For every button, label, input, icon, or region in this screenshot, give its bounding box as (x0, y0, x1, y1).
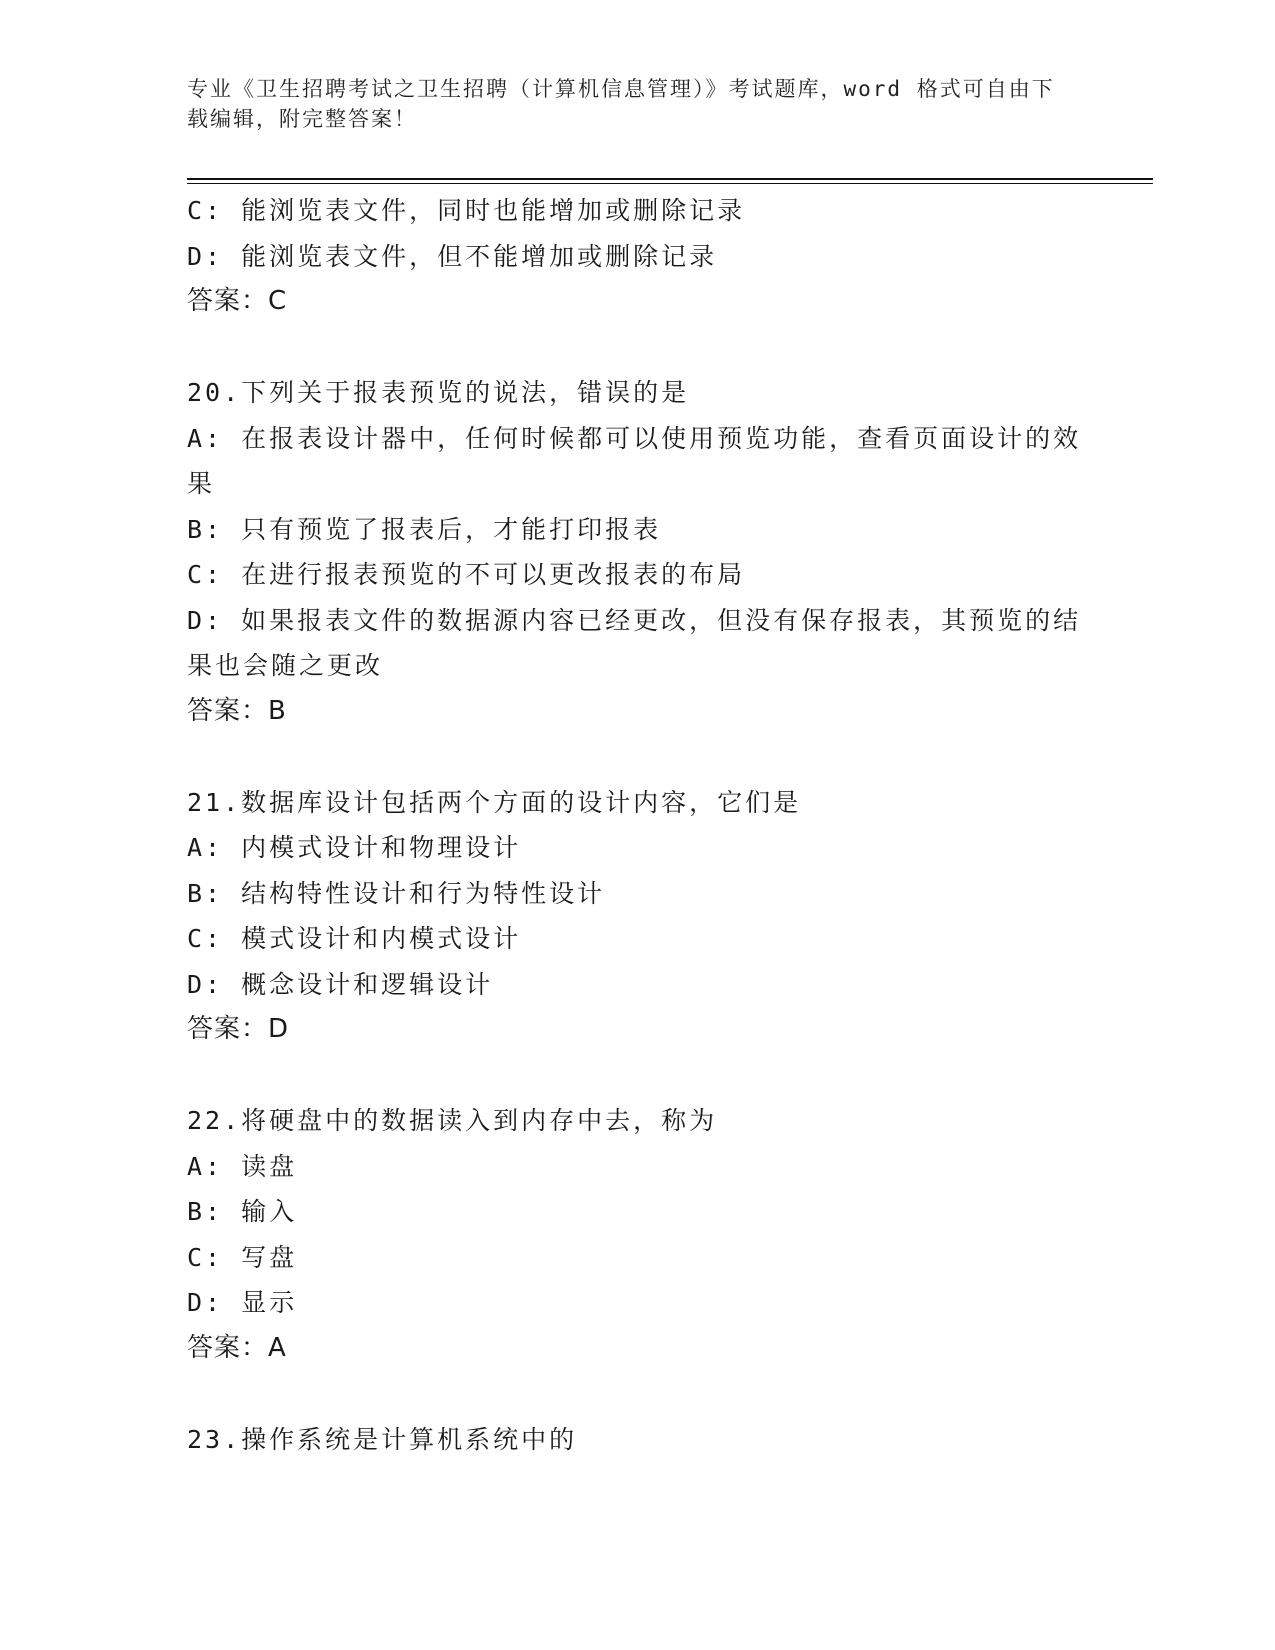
q22-question: 22.将硬盘中的数据读入到内存中去，称为 (187, 1106, 718, 1135)
question-list (187, 188, 1087, 1462)
question-spacer (187, 325, 1087, 371)
q21-answer: 答案：D (187, 1014, 290, 1044)
question-spacer (187, 1371, 1087, 1417)
q19-option-d: D: 能浏览表文件，但不能增加或删除记录 (187, 241, 718, 271)
q20-option-b: B: 只有预览了报表后，才能打印报表 (187, 514, 662, 544)
header-rule-thick (187, 178, 1153, 180)
question-spacer (187, 1053, 1087, 1099)
q21-option-c: C: 模式设计和内模式设计 (187, 924, 522, 953)
q21-option-d: D: 概念设计和逻辑设计 (187, 969, 494, 999)
header-rule-thin (187, 183, 1153, 184)
document-header: 专业《卫生招聘考试之卫生招聘（计算机信息管理）》考试题库，word 格式可自由下载编辑，附完整答案！ (187, 77, 1055, 131)
q22-option-c: C: 写盘 (187, 1242, 298, 1272)
q23-question: 23.操作系统是计算机系统中的 (187, 1424, 578, 1454)
q22-option-a: A: 读盘 (187, 1151, 298, 1181)
q22-option-b: B: 输入 (187, 1197, 298, 1226)
q20-question: 20.下列关于报表预览的说法，错误的是 (187, 378, 690, 407)
question-spacer (187, 734, 1087, 780)
q20-option-d: D: 如果报表文件的数据源内容已经更改，但没有保存报表，其预览的结果也会随之更改 (187, 605, 1082, 680)
q19-option-c: C: 能浏览表文件，同时也能增加或删除记录 (187, 196, 746, 225)
q22-option-d: D: 显示 (187, 1288, 298, 1317)
q21-option-b: B: 结构特性设计和行为特性设计 (187, 878, 606, 908)
q22-answer: 答案：A (187, 1332, 287, 1363)
q20-option-a: A: 在报表设计器中，任何时候都可以使用预览功能，查看页面设计的效果 (187, 423, 1082, 498)
q20-option-c: C: 在进行报表预览的不可以更改报表的布局 (187, 560, 746, 589)
q20-answer: 答案：B (187, 695, 287, 726)
q21-question: 21.数据库设计包括两个方面的设计内容，它们是 (187, 787, 802, 817)
q19-answer: 答案：C (187, 286, 288, 316)
q21-option-a: A: 内模式设计和物理设计 (187, 833, 522, 862)
